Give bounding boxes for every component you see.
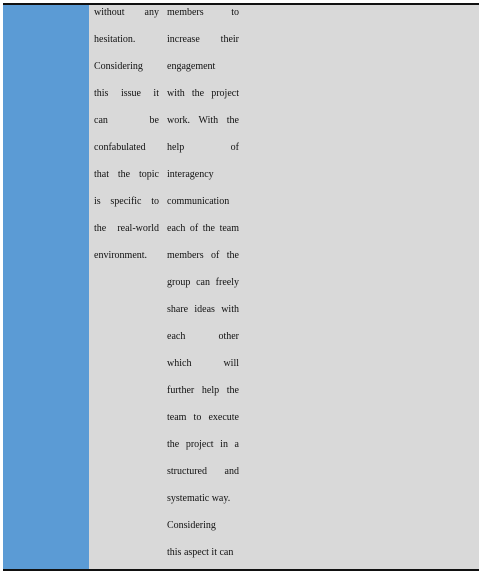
text-line: this issue it <box>94 88 159 99</box>
text-line: can be <box>94 115 159 126</box>
text-line: Considering <box>167 520 216 531</box>
text-line: Considering <box>94 61 143 72</box>
text-line: communication <box>167 196 230 207</box>
text-line: engagement <box>167 61 216 72</box>
text-line: that the topic <box>94 169 159 180</box>
text-line: share ideas with <box>167 304 239 315</box>
text-line: without any <box>94 7 159 18</box>
text-line: increase their <box>167 34 239 45</box>
text-line: the project in a <box>167 439 239 450</box>
text-line: help of <box>167 142 239 153</box>
text-line: the real-world <box>94 223 159 234</box>
text-line: environment. <box>94 250 148 261</box>
text-line: this aspect it can <box>167 547 234 558</box>
text-line: members of the <box>167 250 239 261</box>
blue-side-cell <box>3 5 89 569</box>
text-line: members to <box>167 7 239 18</box>
text-line: interagency <box>167 169 214 180</box>
text-line: each of the team <box>167 223 239 234</box>
text-line: systematic way. <box>167 493 231 504</box>
text-line: which will <box>167 358 239 369</box>
text-line: work. With the <box>167 115 239 126</box>
text-line: hesitation. <box>94 34 136 45</box>
text-line: each other <box>167 331 239 342</box>
text-line: further help the <box>167 385 239 396</box>
document-table <box>3 3 479 571</box>
text-line: team to execute <box>167 412 239 423</box>
text-line: is specific to <box>94 196 159 207</box>
text-line: with the project <box>167 88 239 99</box>
text-column-right <box>167 5 239 572</box>
text-line: confabulated <box>94 142 146 153</box>
text-column-left <box>94 5 159 275</box>
text-line: group can freely <box>167 277 239 288</box>
text-line: structured and <box>167 466 239 477</box>
